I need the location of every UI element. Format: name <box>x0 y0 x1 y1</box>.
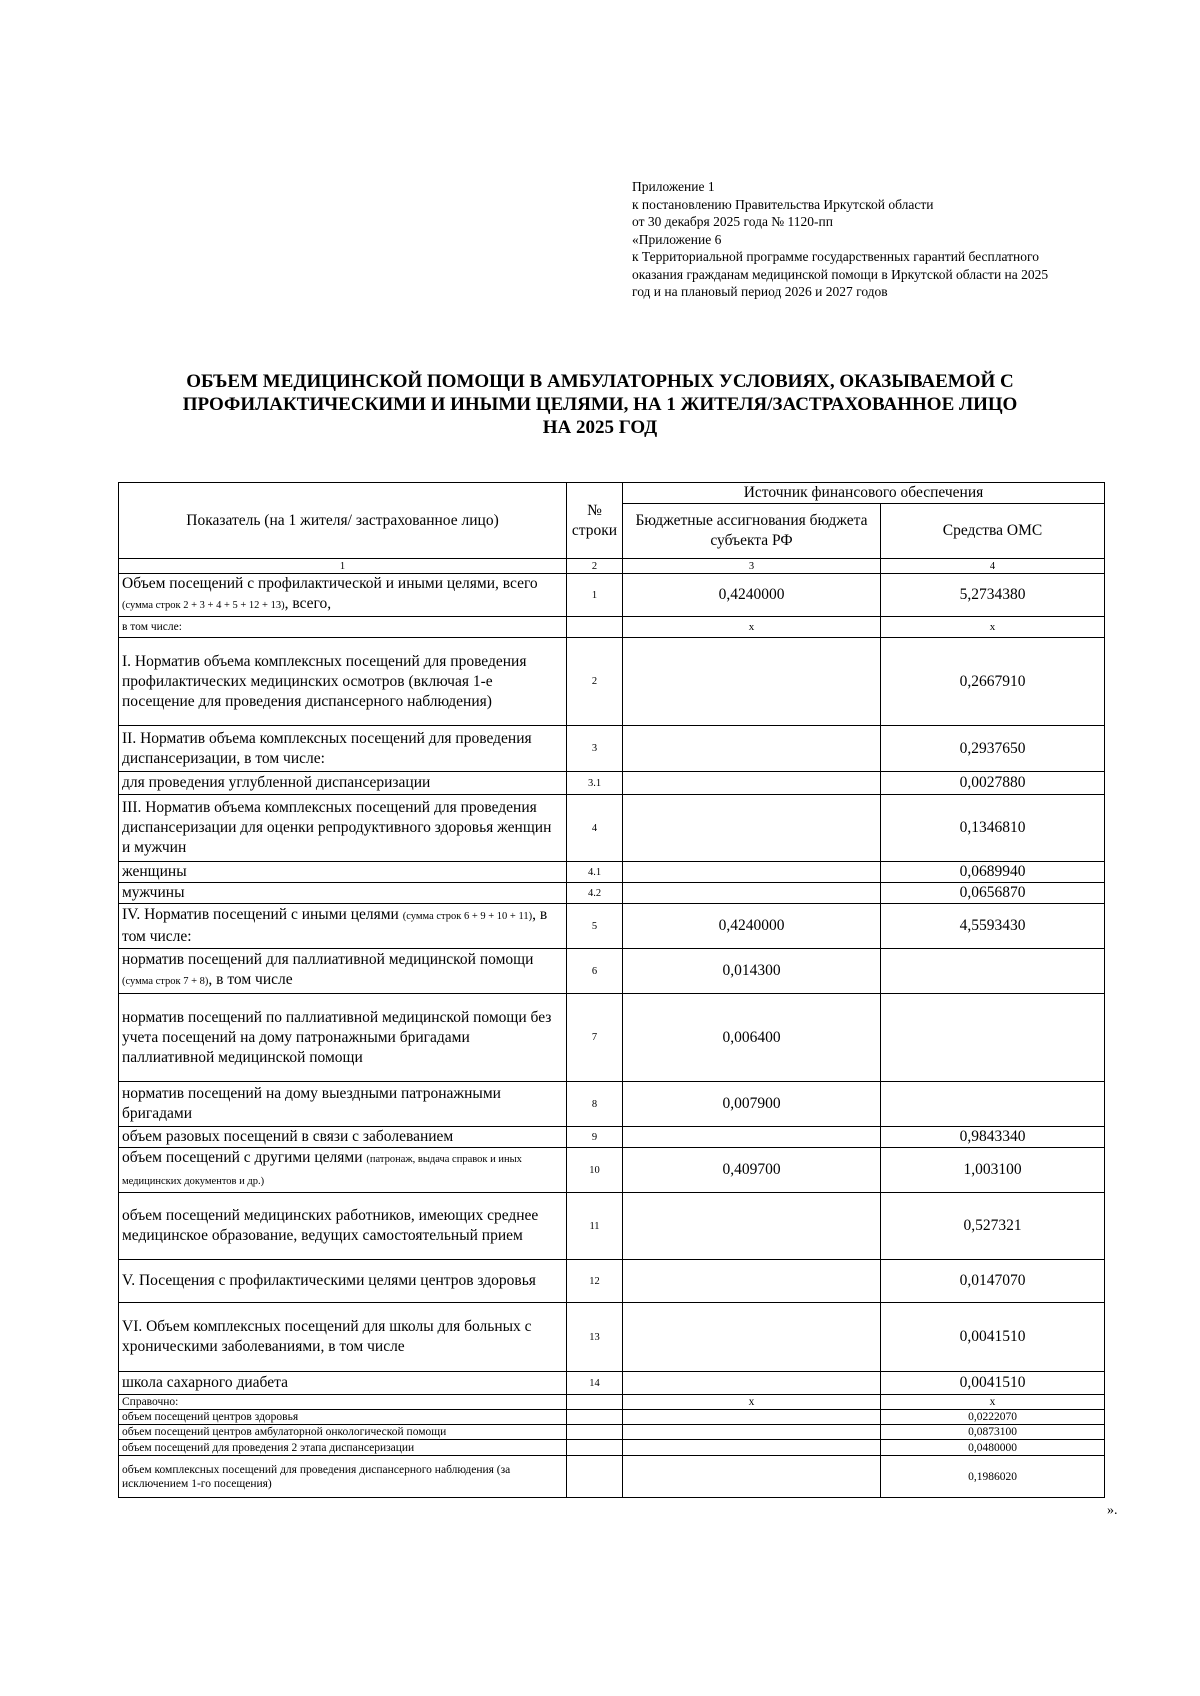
header-oms: Средства ОМС <box>881 504 1105 559</box>
header-indicator: Показатель (на 1 жителя/ застрахованное лицо) <box>119 483 567 559</box>
title-line: НА 2025 ГОД <box>542 417 658 438</box>
column-index: 4 <box>881 559 1105 574</box>
header-line: Приложение 1 <box>632 179 715 194</box>
row-number: 3 <box>567 726 623 772</box>
reference-oms-value: 0,1986020 <box>881 1456 1105 1498</box>
row-label <box>119 574 567 617</box>
header-budget: Бюджетные ассигнования бюджета субъекта РФ <box>623 504 881 559</box>
row-number: 7 <box>567 994 623 1082</box>
row-label-text: объем посещений с другими целями <box>122 1149 363 1166</box>
row-label-tail: , в том числе: <box>122 906 548 945</box>
oms-value: 1,003100 <box>881 1148 1105 1193</box>
table-row <box>119 1260 1105 1303</box>
header-line: от 30 декабря 2025 года № 1120-пп <box>632 214 834 229</box>
oms-value: 0,9843340 <box>881 1127 1105 1148</box>
table-row <box>119 1127 1105 1148</box>
row-label: норматив посещений на дому выездными патронажными бригадами <box>119 1082 567 1127</box>
row-label-tail: , всего, <box>284 595 332 612</box>
table-row <box>119 772 1105 795</box>
reference-row <box>119 1395 1105 1410</box>
table-row <box>119 862 1105 883</box>
oms-value: x <box>881 617 1105 638</box>
reference-budget-value: x <box>623 1395 881 1410</box>
budget-value <box>623 795 881 862</box>
budget-value <box>623 1193 881 1260</box>
column-index: 3 <box>623 559 881 574</box>
reference-row-number <box>567 1395 623 1410</box>
reference-label: объем посещений центров здоровья <box>119 1410 567 1425</box>
volume-table <box>118 482 1105 1498</box>
reference-label: Справочно: <box>119 1395 567 1410</box>
budget-value: 0,006400 <box>623 994 881 1082</box>
reference-oms-value: 0,0873100 <box>881 1425 1105 1440</box>
row-number: 5 <box>567 904 623 949</box>
oms-value: 0,2667910 <box>881 638 1105 726</box>
budget-value <box>623 726 881 772</box>
oms-value: 0,527321 <box>881 1193 1105 1260</box>
budget-value <box>623 1260 881 1303</box>
table-row <box>119 1372 1105 1395</box>
row-label-note: (патронаж, выдача справок и иных медицинских документов и др.) <box>122 1154 522 1187</box>
reference-row-number <box>567 1440 623 1456</box>
table-row <box>119 1082 1105 1127</box>
table-row <box>119 726 1105 772</box>
row-number: 11 <box>567 1193 623 1260</box>
row-label: женщины <box>119 862 567 883</box>
row-number: 4 <box>567 795 623 862</box>
budget-value: 0,007900 <box>623 1082 881 1127</box>
reference-budget-value <box>623 1456 881 1498</box>
table-row <box>119 949 1105 994</box>
row-label: норматив посещений по паллиативной медицинской помощи без учета посещений на дому патронажными бригадами паллиативной медицинской помощи <box>119 994 567 1082</box>
row-number: 1 <box>567 574 623 617</box>
row-label: объем разовых посещений в связи с заболеванием <box>119 1127 567 1148</box>
reference-row <box>119 1456 1105 1498</box>
document-title <box>150 370 1050 439</box>
row-label: III. Норматив объема комплексных посещений для проведения диспансеризации для оценки репродуктивного здоровья женщин и мужчин <box>119 795 567 862</box>
reference-label: объем посещений для проведения 2 этапа диспансеризации <box>119 1440 567 1456</box>
table-row <box>119 994 1105 1082</box>
oms-value: 0,0656870 <box>881 883 1105 904</box>
row-label: V. Посещения с профилактическими целями центров здоровья <box>119 1260 567 1303</box>
table-row <box>119 795 1105 862</box>
oms-value: 0,0689940 <box>881 862 1105 883</box>
row-label-note: (сумма строк 6 + 9 + 10 + 11) <box>402 911 533 922</box>
row-label <box>119 949 567 994</box>
reference-row-number <box>567 1456 623 1498</box>
row-label: II. Норматив объема комплексных посещений для проведения диспансеризации, в том числе: <box>119 726 567 772</box>
budget-value <box>623 772 881 795</box>
column-index: 1 <box>119 559 567 574</box>
reference-budget-value <box>623 1440 881 1456</box>
reference-budget-value <box>623 1410 881 1425</box>
row-label-text: IV. Норматив посещений с иными целями <box>122 906 399 923</box>
oms-value: 5,2734380 <box>881 574 1105 617</box>
row-label: для проведения углубленной диспансеризации <box>119 772 567 795</box>
row-label: объем посещений медицинских работников, имеющих среднее медицинское образование, ведущих самостоятельный прием <box>119 1193 567 1260</box>
row-label: школа сахарного диабета <box>119 1372 567 1395</box>
row-number: 2 <box>567 638 623 726</box>
row-number: 13 <box>567 1303 623 1372</box>
row-label <box>119 1148 567 1193</box>
row-label: VI. Объем комплексных посещений для школы для больных с хроническими заболеваниями, в том числе <box>119 1303 567 1372</box>
oms-value: 0,1346810 <box>881 795 1105 862</box>
row-label: мужчины <box>119 883 567 904</box>
row-number: 4.1 <box>567 862 623 883</box>
row-label-text: Объем посещений с профилактической и иными целями, всего <box>122 575 538 592</box>
row-number: 14 <box>567 1372 623 1395</box>
budget-value <box>623 883 881 904</box>
reference-oms-value: 0,0480000 <box>881 1440 1105 1456</box>
column-index: 2 <box>567 559 623 574</box>
row-number: 10 <box>567 1148 623 1193</box>
row-number: 12 <box>567 1260 623 1303</box>
oms-value: 0,0147070 <box>881 1260 1105 1303</box>
reference-row-number <box>567 1410 623 1425</box>
oms-value: 0,2937650 <box>881 726 1105 772</box>
title-line: ПРОФИЛАКТИЧЕСКИМИ И ИНЫМИ ЦЕЛЯМИ, НА 1 ЖИТЕЛЯ/ЗАСТРАХОВАННОЕ ЛИЦО <box>182 394 1018 415</box>
oms-value: 0,0041510 <box>881 1372 1105 1395</box>
table-row <box>119 1303 1105 1372</box>
row-label-note: (сумма строк 2 + 3 + 4 + 5 + 12 + 13) <box>122 600 285 611</box>
table-row <box>119 883 1105 904</box>
oms-value <box>881 994 1105 1082</box>
closing-quote: ». <box>1107 1503 1118 1518</box>
reference-label: объем посещений центров амбулаторной онкологической помощи <box>119 1425 567 1440</box>
oms-value <box>881 1082 1105 1127</box>
oms-value: 0,0027880 <box>881 772 1105 795</box>
oms-value <box>881 949 1105 994</box>
table-row <box>119 1193 1105 1260</box>
budget-value: 0,014300 <box>623 949 881 994</box>
table-row <box>119 617 1105 638</box>
reference-oms-value: x <box>881 1395 1105 1410</box>
row-number <box>567 617 623 638</box>
row-label-text: норматив посещений для паллиативной медицинской помощи <box>122 951 534 968</box>
row-number: 4.2 <box>567 883 623 904</box>
row-number: 6 <box>567 949 623 994</box>
budget-value: 0,409700 <box>623 1148 881 1193</box>
header-line: оказания гражданам медицинской помощи в Иркутской области на 2025 <box>632 266 1049 282</box>
table-row <box>119 574 1105 617</box>
reference-row <box>119 1440 1105 1456</box>
budget-value <box>623 1372 881 1395</box>
oms-value: 0,0041510 <box>881 1303 1105 1372</box>
header-line: «Приложение 6 <box>632 231 722 247</box>
budget-value: x <box>623 617 881 638</box>
oms-value: 4,5593430 <box>881 904 1105 949</box>
header-row-no: № строки <box>567 483 623 559</box>
row-label: в том числе: <box>119 617 567 638</box>
title-line: ОБЪЕМ МЕДИЦИНСКОЙ ПОМОЩИ В АМБУЛАТОРНЫХ УСЛОВИЯХ, ОКАЗЫВАЕМОЙ С <box>186 371 1014 392</box>
row-label: I. Норматив объема комплексных посещений для проведения профилактических медицинских осмотров (включая 1-е посещение для проведения диспансерного наблюдения) <box>119 638 567 726</box>
header-block <box>632 178 1102 301</box>
row-label-tail: , в том числе <box>208 971 293 988</box>
reference-row <box>119 1425 1105 1440</box>
row-number: 3.1 <box>567 772 623 795</box>
row-number: 9 <box>567 1127 623 1148</box>
header-line: к Территориальной программе государственных гарантий бесплатного <box>632 249 1039 264</box>
budget-value: 0,4240000 <box>623 904 881 949</box>
budget-value <box>623 1127 881 1148</box>
row-label-note: (сумма строк 7 + 8) <box>122 976 209 987</box>
row-label <box>119 904 567 949</box>
header-line: к постановлению Правительства Иркутской области <box>632 196 934 212</box>
reference-row-number <box>567 1425 623 1440</box>
reference-label: объем комплексных посещений для проведения диспансерного наблюдения (за исключением 1-го посещения) <box>119 1456 567 1498</box>
budget-value <box>623 862 881 883</box>
table-row <box>119 638 1105 726</box>
header-line: год и на плановый период 2026 и 2027 годов <box>632 284 888 299</box>
budget-value <box>623 1303 881 1372</box>
reference-budget-value <box>623 1425 881 1440</box>
reference-oms-value: 0,0222070 <box>881 1410 1105 1425</box>
table-row <box>119 904 1105 949</box>
reference-row <box>119 1410 1105 1425</box>
row-number: 8 <box>567 1082 623 1127</box>
budget-value <box>623 638 881 726</box>
table-row <box>119 1148 1105 1193</box>
header-source: Источник финансового обеспечения <box>623 483 1105 504</box>
budget-value: 0,4240000 <box>623 574 881 617</box>
